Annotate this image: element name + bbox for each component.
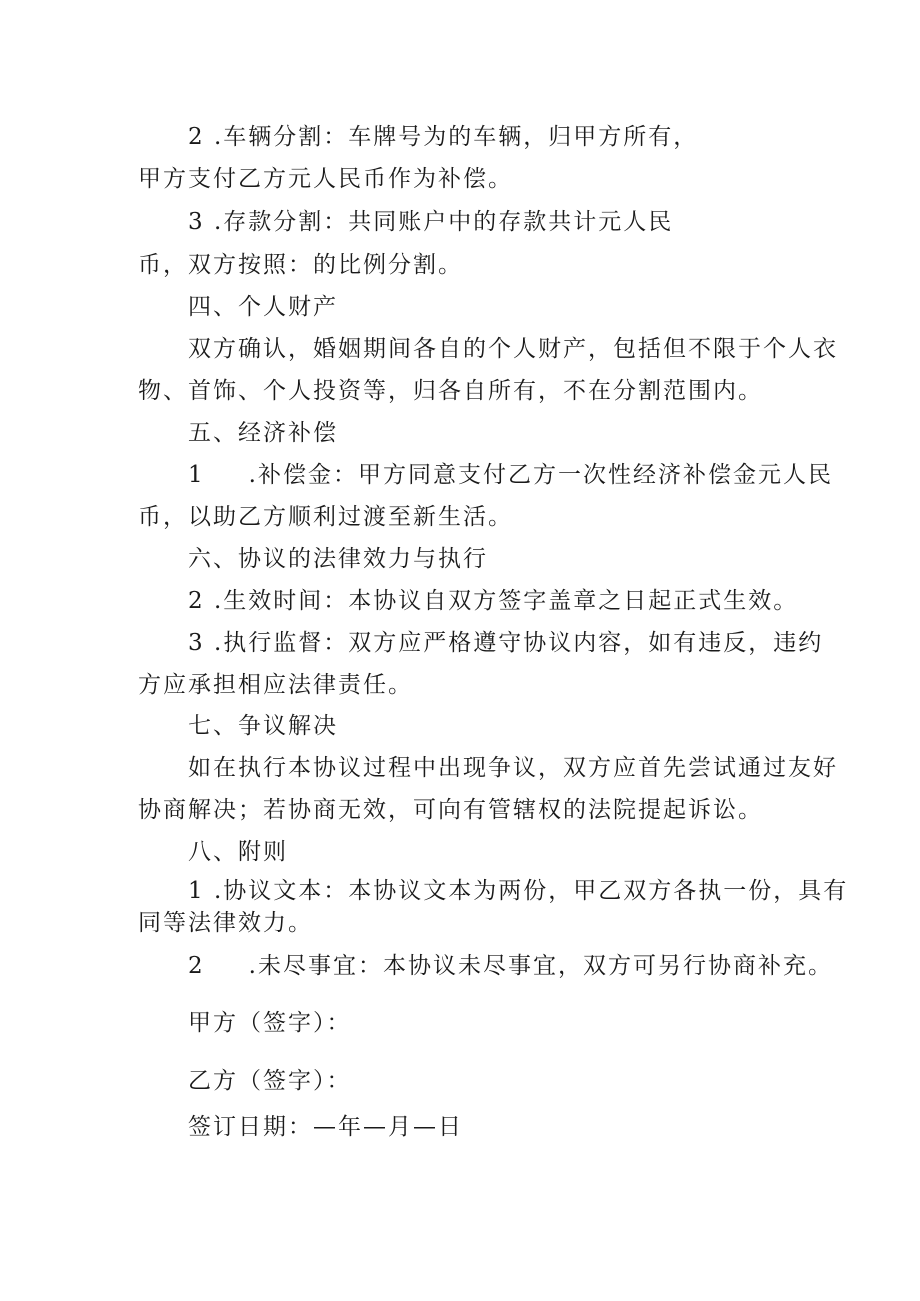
effective-time-line: 2 .生效时间：本协议自双方签字盖章之日起正式生效。 xyxy=(188,588,799,614)
section-heading-dispute: 七、争议解决 xyxy=(188,713,338,739)
deposit-division-line: 3 .存款分割：共同账户中的存款共计元人民 xyxy=(188,209,674,235)
compensation-item-number: 1 xyxy=(188,462,205,488)
section-heading-personal-property: 四、个人财产 xyxy=(188,294,338,320)
signing-date: 签订日期：—年—月—日 xyxy=(188,1114,463,1140)
personal-property-continuation: 物、首饰、个人投资等，归各自所有，不在分割范围内。 xyxy=(138,378,763,404)
party-b-signature: 乙方（签字）： xyxy=(188,1068,352,1094)
deposit-ratio-line: 币，双方按照：的比例分割。 xyxy=(138,252,463,278)
section-heading-supplementary: 八、附则 xyxy=(188,839,288,865)
dispute-line: 如在执行本协议过程中出现争议，双方应首先尝试通过友好 xyxy=(188,755,838,781)
personal-property-line: 双方确认，婚姻期间各自的个人财产，包括但不限于个人衣 xyxy=(188,336,838,362)
compensation-continuation: 币，以助乙方顺利过渡至新生活。 xyxy=(138,504,513,530)
section-heading-legal-effect: 六、协议的法律效力与执行 xyxy=(188,546,488,572)
unresolved-item-number: 2 xyxy=(188,953,205,979)
agreement-copies-continuation: 同等法律效力。 xyxy=(138,910,313,936)
unresolved-item-text: .未尽事宜：本协议未尽事宜，双方可另行协商补充。 xyxy=(248,953,833,979)
dispute-continuation: 协商解决；若协商无效，可向有管辖权的法院提起诉讼。 xyxy=(138,797,763,823)
party-a-signature: 甲方（签字）： xyxy=(188,1010,352,1036)
compensation-item-text: .补偿金：甲方同意支付乙方一次性经济补偿金元人民 xyxy=(248,462,833,488)
execution-supervision-continuation: 方应承担相应法律责任。 xyxy=(138,672,413,698)
execution-supervision-line: 3 .执行监督：双方应严格遵守协议内容，如有违反，违约 xyxy=(188,630,824,656)
agreement-copies-line: 1 .协议文本：本协议文本为两份，甲乙双方各执一份，具有 xyxy=(188,878,849,904)
compensation-line xyxy=(188,460,833,490)
section-heading-economic-compensation: 五、经济补偿 xyxy=(188,420,338,446)
vehicle-compensation-line: 甲方支付乙方元人民币作为补偿。 xyxy=(138,166,513,192)
vehicle-division-line: 2 .车辆分割：车牌号为的车辆，归甲方所有， xyxy=(188,124,699,150)
unresolved-matters-line xyxy=(188,951,833,981)
